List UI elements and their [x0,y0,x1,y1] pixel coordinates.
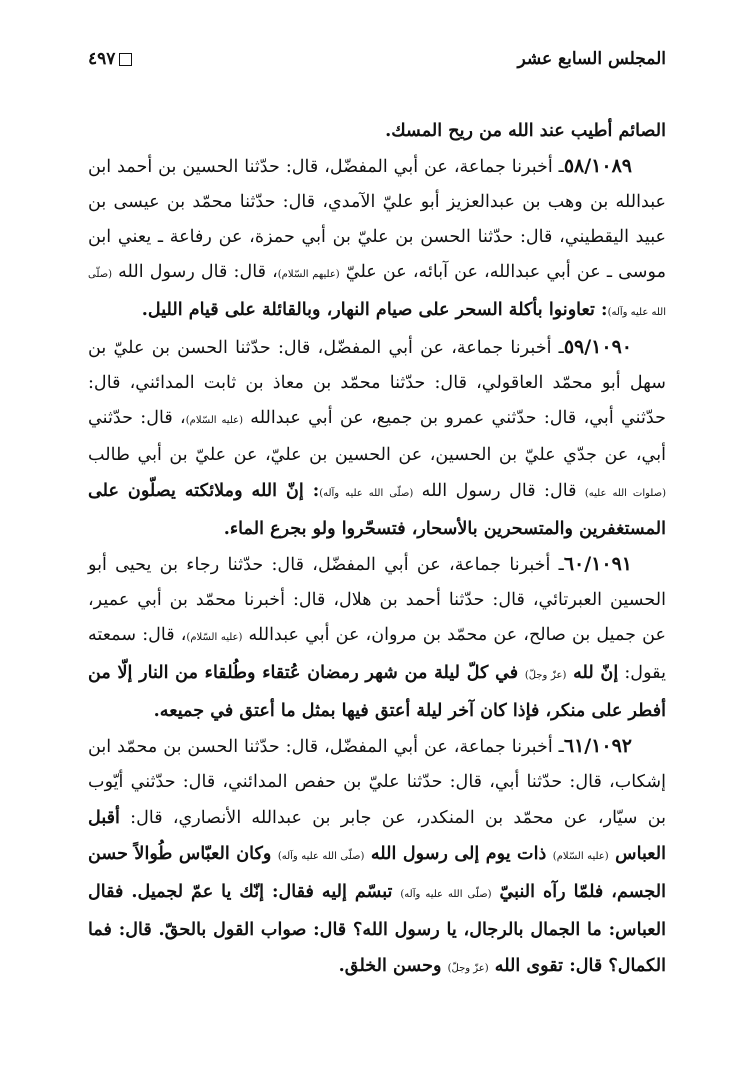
square-icon [119,53,132,66]
honorific: (عليهم السّلام) [277,269,340,280]
honorific: (صلّى الله عليه وآله) [88,269,666,318]
honorific: (صلوات الله عليه) [584,488,666,499]
chapter-title: المجلس السابع عشر [517,49,666,69]
hadith-number: ٥٨/١٠٨٩ [563,155,632,177]
paragraph [88,547,666,729]
chain-text: ـ أخبرنا جماعة، عن أبي المفضّل، قال: حدّثنا رجاء بن يحيى أبو الحسين العبرتائي، قال: حدّثنا أحمد بن هلال، قال: أخبرنا محمّد بن أبي عمير، عن جميل بن صالح، عن محمّد بن مروان، عن أبي عبدالله [88,555,666,645]
paragraph [88,330,666,547]
chain-text: ، قال: سمعته يقول: [88,625,666,683]
hadith-text: أقبل العباس [88,807,667,864]
honorific: (صلّى الله عليه وآله) [400,889,492,900]
page-number-value: ٤٩٧ [88,49,116,69]
hadith-text: في كلّ ليلة من شهر رمضان عُتقاء وطُلقاء من النار إلّا من أفطر على منكر، فإذا كان آخر ليلة أعتق فيها بمثل ما أعتق في جميعه. [88,662,666,721]
page-header [88,42,666,76]
honorific: (عليه السّلام) [552,851,609,862]
paragraph [88,729,666,986]
chain-text: قال: قال رسول الله [413,481,585,501]
honorific: (عليه السّلام) [185,415,243,426]
chain-text: ، قال: قال رسول الله [112,262,278,282]
page-body [88,113,666,986]
chain-text: ـ أخبرنا جماعة، عن أبي المفضّل، قال: حدّثنا الحسين بن أحمد ابن عبدالله بن وهب بن عبدالعزيز أبو عليّ الآمدي، قال: حدّثنا محمّد بن عيسى بن عبيد اليقطيني، قال: حدّثنا الحسن بن عليّ بن أبي حمزة، عن رفاعة ـ يعني ابن موسى ـ عن أبي عبدالله، عن آبائه، عن عليّ [88,157,666,282]
hadith-number: ٦١/١٠٩٢ [563,735,632,757]
honorific: (عزّ وجلّ) [447,963,489,974]
chain-text: ، قال: حدّثني أبي، عن جدّي عليّ بن الحسين، عن الحسين بن عليّ، عن عليّ بن أبي طالب [88,408,666,465]
hadith-number: ٦٠/١٠٩١ [563,553,632,575]
page-number [88,49,132,69]
hadith-text: الصائم أطيب عند الله من ريح المسك. [385,120,666,141]
chain-text: ـ أخبرنا جماعة، عن أبي المفضّل، قال: حدّثنا الحسن بن عليّ بن سهل أبو محمّد العاقولي، قال: حدّثنا محمّد بن معاذ بن ثابت المدائني، قال: حدّثني أبي، قال: حدّثني عمرو بن جميع، عن أبي عبدالله [88,338,667,428]
hadith-text: وكان العبّاس طُوالاً حسن الجسم، فلمّا رآه النبيّ [88,843,666,902]
hadith-text: تبسّم إليه فقال: إنّك يا عمّ لجميل. فقال العباس: ما الجمال بالرجال، يا رسول الله؟ قال: صواب القول بالحقّ. قال: فما الكمال؟ قال: تقوى الله [88,881,666,976]
hadith-text: : تعاونوا بأكلة السحر على صيام النهار، وبالقائلة على قيام الليل. [141,299,608,320]
honorific: (صلّى الله عليه وآله) [277,851,365,862]
hadith-text: إنّ لله [566,662,619,683]
paragraph [88,113,666,149]
chain-text: ـ أخبرنا جماعة، عن أبي المفضّل، قال: حدّثنا الحسن بن محمّد ابن إشكاب، قال: حدّثنا أبي، قال: حدّثنا عليّ بن حفص المدائني، قال: حدّثني أيّوب بن سيّار، عن محمّد بن المنكدر، عن جابر بن عبدالله الأنصاري، قال: [88,737,666,828]
hadith-text: ذات يوم إلى رسول الله [364,843,553,864]
paragraph [88,149,666,330]
honorific: (عزّ وجلّ) [524,670,567,681]
honorific: (عليه السّلام) [186,632,243,643]
hadith-text: : إنّ الله وملائكته يصلّون على المستغفرين والمتسحرين بالأسحار، فتسحّروا ولو بجرع الماء. [88,480,666,539]
honorific: (صلّى الله عليه وآله) [319,488,414,499]
hadith-text: وحسن الخلق. [338,955,448,976]
hadith-number: ٥٩/١٠٩٠ [563,336,632,358]
